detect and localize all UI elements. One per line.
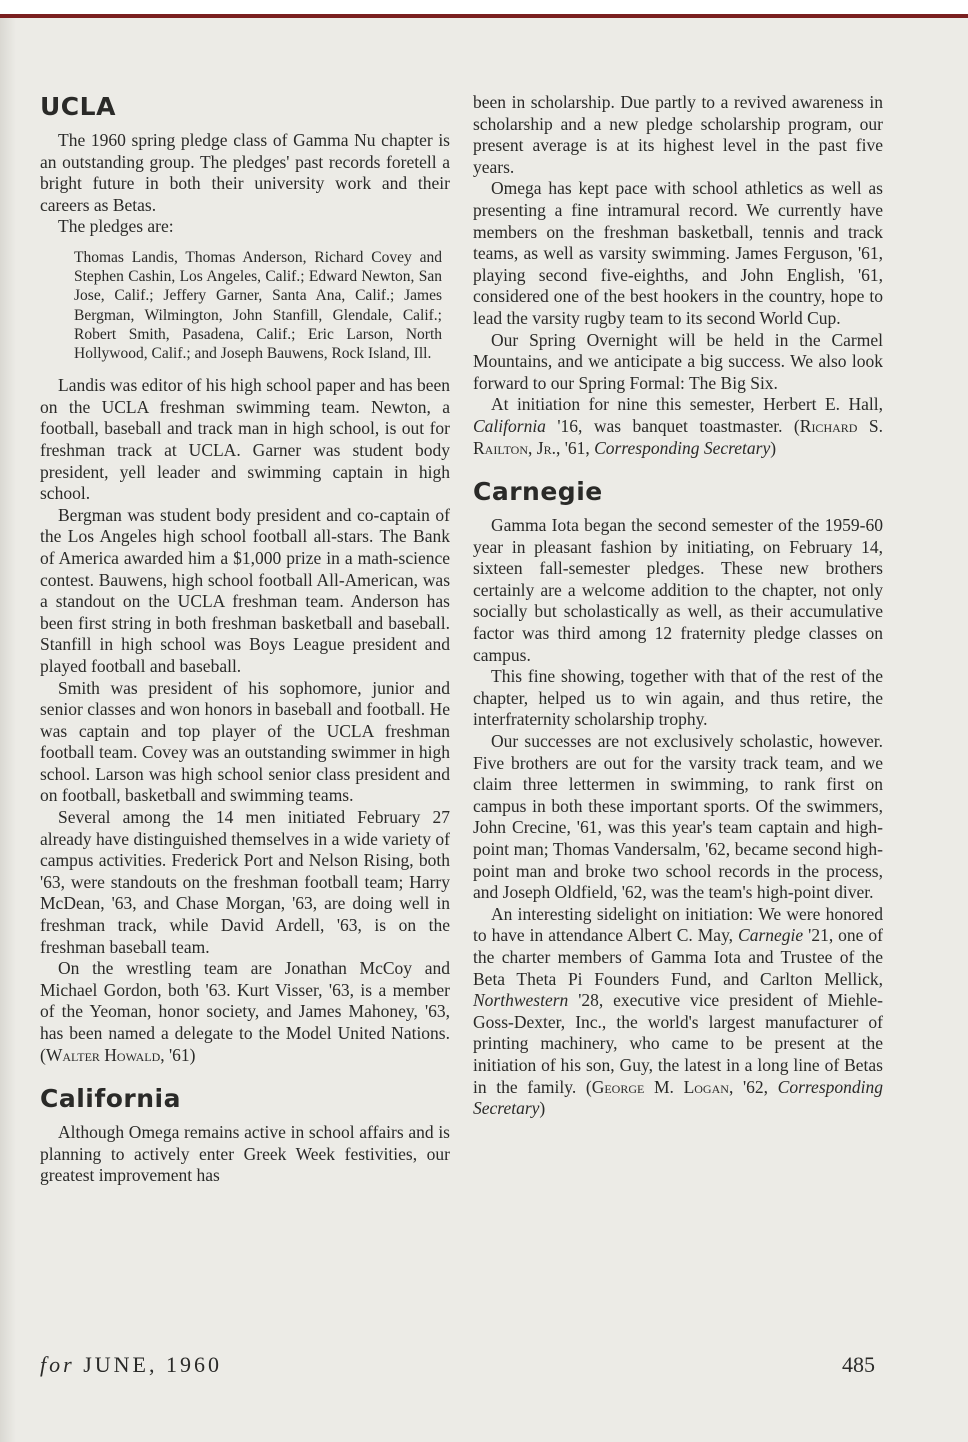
- carnegie-paragraph: Gamma Iota began the second semester of the 1959-60 year in pleasant fashion by initiating, on February 14, sixteen fall-semester pledges. These new brothers certainly are a welcome addition to the chapter, not only socially but scholastically as well, as their accumulative factor was third among 12 fraternity pledge classes on campus.: [473, 515, 883, 665]
- ucla-paragraph: The 1960 spring pledge class of Gamma Nu chapter is an outstanding group. The pledges' past records foretell a bright future in both their university work and their careers as Betas.: [40, 130, 450, 215]
- california-p4b: '16, was banquet toastmaster. (: [545, 415, 800, 436]
- top-rule: [0, 14, 968, 18]
- ucla-signature-name: Walter Howald: [45, 1044, 161, 1065]
- pledge-list-text: Thomas Landis, Thomas Anderson, Richard Covey and Stephen Cashin, Los Angeles, Calif.; Edward Newton, San Jose, Calif.; Jeffery Garner, Santa Ana, Calif.; James Bergman, Wilmington, John Stanfill, Glendale, Calif.; Robert Smith, Pasadena, Calif.; Eric Larson, North Hollywood, Calif.; and Joseph Bauwens, Rock Island, Ill.: [74, 248, 442, 362]
- right-column: [473, 92, 883, 1120]
- left-column: [40, 92, 450, 1187]
- ucla-paragraph: Several among the 14 men initiated February 27 already have distinguished themselves in a wide variety of campus activities. Frederick Port and Nelson Rising, both '63, were standouts on the freshman football team; Harry McDean, '63, and Chase Morgan, '63, are doing well in freshman track, while David Ardell, '63, is on the freshman baseball team.: [40, 807, 450, 957]
- carnegie-signature-name: George M. Logan: [591, 1076, 729, 1097]
- california-paragraph: [473, 394, 883, 459]
- binding-shadow: [0, 18, 16, 1442]
- carnegie-school-2: Northwestern: [473, 990, 569, 1011]
- california-p4a: At initiation for nine this semester, Herbert E. Hall,: [491, 394, 883, 415]
- carnegie-signature-end: ): [539, 1098, 546, 1119]
- california-signature-name: Richard S. Railton, Jr.: [473, 415, 883, 458]
- carnegie-p4c: '28, executive vice president of Miehle-Goss-Dexter, Inc., the world's largest manufacturer of printing machinery, who came to be present at the initiation of his son, Guy, the latest in a long line of Betas in the family. (: [473, 990, 883, 1097]
- page-number: 485: [842, 1352, 875, 1377]
- section-heading-california: California: [40, 1084, 181, 1114]
- carnegie-signature-title: Corresponding Secretary: [473, 1076, 883, 1119]
- footer-for: for: [40, 1352, 75, 1377]
- section-heading-carnegie: Carnegie: [473, 477, 603, 507]
- ucla-paragraph: [40, 958, 450, 1066]
- california-signature-end: ): [770, 437, 777, 458]
- california-paragraph: Although Omega remains active in school affairs and is planning to actively enter Greek Week festivities, our greatest improvement has: [40, 1122, 450, 1186]
- section-heading-ucla: UCLA: [40, 92, 116, 121]
- carnegie-paragraph: [473, 904, 883, 1120]
- california-signature-mid: , '61,: [555, 437, 595, 458]
- ucla-paragraph: Smith was president of his sophomore, junior and senior classes and won honors in baseball and football. He was captain and top player of the UCLA freshman football team. Covey was an outstanding swimmer in high school. Larson was high school senior class president and on football, basketball and swimming teams.: [40, 677, 450, 806]
- carnegie-p4b: '21, one of the charter members of Gamma Iota and Trustee of the Beta Theta Pi Founders Fund, and Carlton Mellick,: [473, 925, 883, 989]
- carnegie-school-1: Carnegie: [738, 925, 804, 946]
- california-paragraph-continued: been in scholarship. Due partly to a revived awareness in scholarship and a new pledge scholarship program, our present average is at its highest level in the past five years.: [473, 92, 883, 177]
- california-paragraph: Omega has kept pace with school athletics as well as presenting a fine intramural record. We currently have members on the freshman basketball, tennis and track teams, as well as varsity swimming. James Ferguson, '61, playing second five-eighths, and John English, '61, considered one of the best hookers in the country, hope to lead the varsity rugby team to its second World Cup.: [473, 178, 883, 328]
- california-signature-title: Corresponding Secretary: [594, 437, 771, 458]
- footer-issue: JUNE, 1960: [83, 1352, 222, 1377]
- carnegie-p4a: An interesting sidelight on initiation: We were honored to have in attendance Albert C. May,: [473, 903, 883, 946]
- carnegie-paragraph: Our successes are not exclusively scholastic, however. Five brothers are out for the varsity track team, and we claim three lettermen in swimming, to rank first on campus in both these important sports. Of the swimmers, John Crecine, '61, was this year's team captain and high-point man; Thomas Vandersalm, '62, became second high-point man and broke two school records in the process, and Joseph Oldfield, '62, was the team's high-point diver.: [473, 731, 883, 903]
- ucla-p7-text: On the wrestling team are Jonathan McCoy and Michael Gordon, both '63. Kurt Visser, '63, is a member of the Yeoman, honor society, and James Mahoney, '63, has been named a delegate to the Model United Nations. (: [40, 958, 450, 1065]
- ucla-paragraph: Bergman was student body president and co-captain of the Los Angeles high school football all-stars. The Bank of America awarded him a $1,000 prize in a math-science contest. Bauwens, high school football All-American, was a standout on the UCLA freshman team. Anderson has been first string in both freshman basketball and baseball. Stanfill in high school was Boys League president and played football and baseball.: [40, 504, 450, 676]
- ucla-paragraph: Landis was editor of his high school paper and has been on the UCLA freshman swimming team. Newton, a football, baseball and track man in high school, is out for freshman track at UCLA. Garner was student body president, yell leader and swimming captain in high school.: [40, 375, 450, 504]
- carnegie-signature-mid: , '62,: [728, 1076, 778, 1097]
- page-footer: [40, 1352, 880, 1378]
- ucla-signature-tail: , '61): [160, 1044, 196, 1065]
- pledge-list: [74, 248, 442, 363]
- ucla-paragraph: The pledges are:: [58, 216, 174, 237]
- california-school: California: [473, 415, 546, 436]
- california-paragraph: Our Spring Overnight will be held in the Carmel Mountains, and we anticipate a big success. We also look forward to our Spring Formal: The Big Six.: [473, 329, 883, 393]
- carnegie-paragraph: This fine showing, together with that of the rest of the chapter, helped us to win again, and thus retire, the interfraternity scholarship trophy.: [473, 666, 883, 730]
